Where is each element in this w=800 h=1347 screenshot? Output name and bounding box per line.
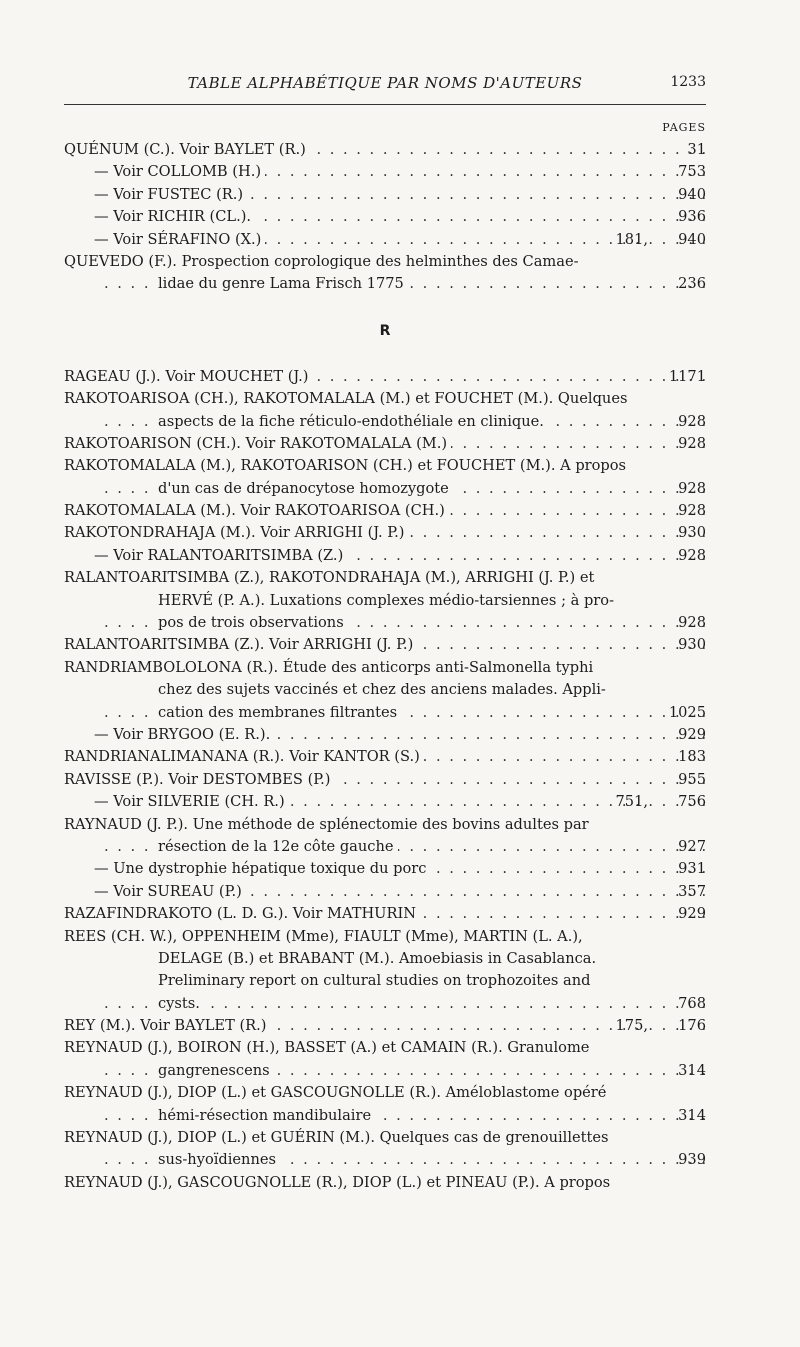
index-entry-line bbox=[64, 814, 706, 836]
index-entry-line bbox=[64, 970, 706, 992]
header-title: TABLE ALPHABÉTIQUE PAR NOMS D'AUTEURS bbox=[187, 74, 583, 92]
index-entry-line bbox=[64, 206, 706, 228]
running-header bbox=[64, 74, 706, 102]
entry-text: — Voir SÉRAFINO (X.) bbox=[94, 231, 265, 248]
entry-page-number: 1025 bbox=[665, 702, 706, 724]
index-entry-line bbox=[64, 836, 706, 858]
entry-page-number: 753 bbox=[674, 161, 706, 183]
entry-page-number: 929 bbox=[674, 903, 706, 925]
entry-page-number: 940 bbox=[674, 184, 706, 206]
entry-page-number: 936 bbox=[674, 206, 706, 228]
index-entry-line bbox=[64, 366, 706, 388]
index-entry-line bbox=[64, 545, 706, 567]
index-entry-line bbox=[64, 184, 706, 206]
entry-text: QUÉNUM (C.). Voir BAYLET (R.) bbox=[64, 141, 310, 158]
index-entry-line bbox=[64, 522, 706, 544]
entry-page-number: 928 bbox=[674, 478, 706, 500]
entry-text: REYNAUD (J.), DIOP (L.) et GASCOUGNOLLE (R.). Améloblastome opéré bbox=[64, 1084, 610, 1101]
index-entry-line bbox=[64, 433, 706, 455]
index-entry-line bbox=[64, 791, 706, 813]
entry-text: — Voir BRYGOO (E. R.). bbox=[94, 726, 274, 743]
entry-text: HERVÉ (P. A.). Luxations complexes médio-tarsiennes ; à pro- bbox=[158, 592, 618, 609]
entry-text: RANDRIANALIMANANA (R.). Voir KANTOR (S.) bbox=[64, 748, 424, 765]
entry-page-number: 751, bbox=[612, 791, 649, 813]
entry-page-number: 927 bbox=[674, 836, 706, 858]
header-rule bbox=[64, 104, 706, 105]
entry-text: — Voir RALANTOARITSIMBA (Z.) bbox=[94, 547, 347, 564]
entry-text: RANDRIAMBOLOLONA (R.). Étude des anticorps anti-Salmonella typhi bbox=[64, 659, 597, 676]
index-entry-line bbox=[64, 500, 706, 522]
index-entry-line bbox=[64, 161, 706, 183]
entry-text: gangrenescens bbox=[158, 1062, 274, 1079]
index-entry-line bbox=[64, 388, 706, 410]
index-entry-line bbox=[64, 679, 706, 701]
entry-text: — Voir COLLOMB (H.) bbox=[94, 163, 265, 180]
index-entry-line bbox=[64, 948, 706, 970]
entry-text: — Voir FUSTEC (R.) bbox=[94, 186, 247, 203]
author-index-list bbox=[64, 139, 706, 1194]
entry-text: RAKOTOMALALA (M.). Voir RAKOTOARISOA (CH.) bbox=[64, 502, 449, 519]
entry-page-number: 176 bbox=[674, 1015, 706, 1037]
entry-page-number: 175, bbox=[612, 1015, 649, 1037]
entry-text: RAKOTOMALALA (M.), RAKOTOARISON (CH.) et FOUCHET (M.). A propos bbox=[64, 457, 630, 474]
entry-text: d'un cas de drépanocytose homozygote bbox=[158, 480, 453, 497]
entry-text: — Une dystrophie hépatique toxique du porc bbox=[94, 860, 430, 877]
entry-text: chez des sujets vaccinés et chez des anciens malades. Appli- bbox=[158, 681, 610, 698]
entry-text: DELAGE (B.) et BRABANT (M.). Amoebiasis in Casablanca. bbox=[158, 950, 600, 967]
index-entry-line bbox=[64, 1060, 706, 1082]
index-entry-line bbox=[64, 273, 706, 295]
index-entry-line bbox=[64, 411, 706, 433]
index-entry-line bbox=[64, 612, 706, 634]
entry-text: RAYNAUD (J. P.). Une méthode de splénectomie des bovins adultes par bbox=[64, 816, 593, 833]
entry-text: RALANTOARITSIMBA (Z.). Voir ARRIGHI (J. P.) bbox=[64, 636, 417, 653]
page-number: 1233 bbox=[670, 74, 706, 90]
entry-text: RAZAFINDRAKOTO (L. D. G.). Voir MATHURIN bbox=[64, 905, 420, 922]
entry-page-number: 930 bbox=[674, 522, 706, 544]
entry-page-number: 929 bbox=[674, 724, 706, 746]
index-entry-line bbox=[64, 1105, 706, 1127]
entry-text: hémi-résection mandibulaire bbox=[158, 1107, 375, 1124]
entry-page-number: 928 bbox=[674, 433, 706, 455]
index-entry-line bbox=[64, 702, 706, 724]
entry-text: RAKOTOARISON (CH.). Voir RAKOTOMALALA (M.) bbox=[64, 435, 451, 452]
entry-page-number: 314 bbox=[674, 1105, 706, 1127]
index-entry-line bbox=[64, 634, 706, 656]
entry-page-number: 940 bbox=[674, 229, 706, 251]
entry-text: RAKOTONDRAHAJA (M.). Voir ARRIGHI (J. P.) bbox=[64, 524, 408, 541]
index-entry-line bbox=[64, 1172, 706, 1194]
index-entry-line bbox=[64, 881, 706, 903]
index-entry-line bbox=[64, 724, 706, 746]
entry-page-number: 314 bbox=[674, 1060, 706, 1082]
pages-column-label: PAGES bbox=[662, 121, 706, 134]
entry-page-number: 955 bbox=[674, 769, 706, 791]
index-entry-line bbox=[64, 590, 706, 612]
index-entry-line bbox=[64, 926, 706, 948]
entry-page-number: 768 bbox=[674, 993, 706, 1015]
index-entry-line bbox=[64, 1149, 706, 1171]
entry-page-number: 931 bbox=[674, 858, 706, 880]
entry-text: — Voir RICHIR (CL.). bbox=[94, 208, 255, 225]
index-entry-line bbox=[64, 858, 706, 880]
entry-text: RAGEAU (J.). Voir MOUCHET (J.) bbox=[64, 368, 312, 385]
entry-text: lidae du genre Lama Frisch 1775 bbox=[158, 275, 408, 292]
index-entry-line bbox=[64, 903, 706, 925]
entry-text: — Voir SILVERIE (CH. R.) bbox=[94, 793, 289, 810]
index-entry-line bbox=[64, 229, 706, 251]
index-entry-line bbox=[64, 139, 706, 161]
index-entry-line bbox=[64, 657, 706, 679]
entry-text: Preliminary report on cultural studies on trophozoites and bbox=[158, 972, 594, 989]
entry-page-number: 31 bbox=[683, 139, 706, 161]
entry-page-number: 939 bbox=[674, 1149, 706, 1171]
index-entry-line bbox=[64, 746, 706, 768]
entry-page-number: 928 bbox=[674, 500, 706, 522]
entry-text: cation des membranes filtrantes bbox=[158, 704, 401, 721]
entry-page-number: 928 bbox=[674, 545, 706, 567]
entry-text: REYNAUD (J.), BOIRON (H.), BASSET (A.) et CAMAIN (R.). Granulome bbox=[64, 1039, 593, 1056]
entry-text: REES (CH. W.), OPPENHEIM (Mme), FIAULT (Mme), MARTIN (L. A.), bbox=[64, 928, 587, 945]
index-entry-line bbox=[64, 455, 706, 477]
entry-text: QUEVEDO (F.). Prospection coprologique des helminthes des Camae- bbox=[64, 253, 583, 270]
index-entry-line bbox=[64, 993, 706, 1015]
entry-text: RAVISSE (P.). Voir DESTOMBES (P.) bbox=[64, 771, 334, 788]
entry-page-number: 183 bbox=[674, 746, 706, 768]
index-entry-line bbox=[64, 1082, 706, 1104]
index-entry-line bbox=[64, 1037, 706, 1059]
entry-text: — Voir SUREAU (P.) bbox=[94, 883, 246, 900]
entry-page-number: 930 bbox=[674, 634, 706, 656]
entry-text: REY (M.). Voir BAYLET (R.) bbox=[64, 1017, 270, 1034]
entry-text: REYNAUD (J.), DIOP (L.) et GUÉRIN (M.). Quelques cas de grenouillettes bbox=[64, 1129, 612, 1146]
entry-text: REYNAUD (J.), GASCOUGNOLLE (R.), DIOP (L.) et PINEAU (P.). A propos bbox=[64, 1174, 614, 1191]
entry-page-number: 236 bbox=[674, 273, 706, 295]
entry-page-number: 357 bbox=[674, 881, 706, 903]
index-entry-line bbox=[64, 1127, 706, 1149]
entry-text: RAKOTOARISOA (CH.), RAKOTOMALALA (M.) et FOUCHET (M.). Quelques bbox=[64, 390, 631, 407]
entry-page-number: 928 bbox=[674, 411, 706, 433]
entry-page-number: 756 bbox=[674, 791, 706, 813]
entry-text: aspects de la fiche réticulo-endothéliale en clinique. bbox=[158, 413, 548, 430]
index-entry-line bbox=[64, 478, 706, 500]
entry-page-number: 1171 bbox=[665, 366, 706, 388]
entry-text: résection de la 12e côte gauche bbox=[158, 838, 398, 855]
entry-text: sus-hyoïdiennes bbox=[158, 1151, 280, 1168]
entry-page-number: 181, bbox=[612, 229, 649, 251]
entry-text: cysts. bbox=[158, 995, 204, 1012]
section-letter: R bbox=[379, 322, 391, 339]
entry-text: RALANTOARITSIMBA (Z.), RAKOTONDRAHAJA (M.), ARRIGHI (J. P.) et bbox=[64, 569, 598, 586]
entry-page-number: 928 bbox=[674, 612, 706, 634]
index-entry-line bbox=[64, 251, 706, 273]
entry-text: pos de trois observations bbox=[158, 614, 348, 631]
index-entry-line bbox=[64, 567, 706, 589]
index-entry-line bbox=[64, 1015, 706, 1037]
index-entry-line bbox=[64, 769, 706, 791]
